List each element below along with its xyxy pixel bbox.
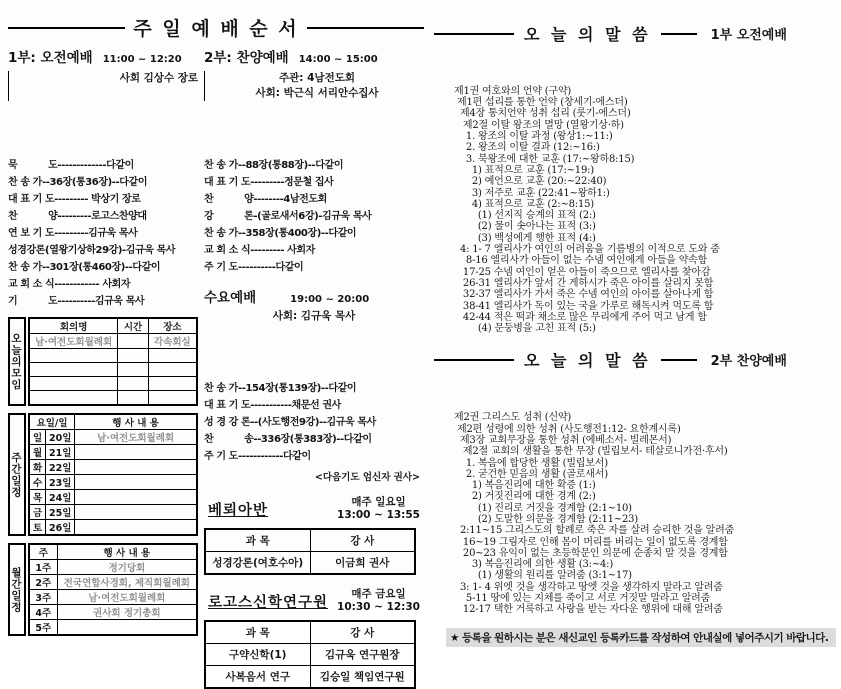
service1-name: 1부: 오전예배: [8, 50, 93, 66]
table-row: [29, 520, 197, 536]
outline-line: 제3장 교회무장을 통한 성취 (에베소서- 빌레몬서): [454, 434, 672, 446]
table-cell: [118, 391, 149, 406]
order-item-line: 기 도----------김규욱 목사: [8, 296, 145, 307]
outline-line: 1) 표적으로 교훈 (17:~19:): [454, 164, 595, 176]
today-meetings-grid: [28, 317, 198, 406]
order-item-line: 찬 송 가--301장(통460장)--다같이: [8, 262, 161, 273]
outline-line: 42-44 적은 떡과 채소로 많은 무리에게 주어 먹고 남게 함: [454, 311, 707, 323]
table-row: [29, 445, 197, 460]
header-rule-left: [434, 359, 514, 361]
column-header: 시간: [118, 318, 149, 334]
table-row: [29, 460, 197, 475]
outline-line: 3. 북왕조에 대한 교훈 (17:~왕하8:15): [454, 153, 635, 165]
order-item-line: 연 보 기 도---------김규욱 목사: [8, 228, 138, 239]
header-rule-right: [307, 27, 424, 29]
wednesday-time: 19:00 ~ 20:00: [290, 294, 370, 305]
column-header: 강 사: [310, 621, 415, 644]
wednesday-presider: 사회: 김규욱 목사: [272, 310, 356, 322]
outline-line: 제2편 성령에 의한 성취 (사도행전1:12- 요한계시록): [454, 423, 681, 435]
service2-host: 주관: 4남전도회: [278, 72, 356, 84]
table-cell: 정기당회: [57, 560, 197, 575]
table-cell: [75, 460, 197, 475]
table-cell: 남·여전도회월례회: [75, 430, 197, 445]
service2-name: 2부: 찬양예배: [204, 50, 289, 66]
column-header: 주: [29, 544, 57, 560]
outline-line: 2. 왕조의 이탈 결과 (12:~16:): [454, 142, 600, 154]
table-cell: 김규욱 연구원장: [310, 644, 415, 666]
table-header-row: [205, 529, 415, 552]
berea-class-heading: [204, 496, 424, 522]
table-cell: [148, 349, 197, 363]
order-item-line: 대 표 기 도-----------채문선 권사: [204, 400, 341, 411]
table-cell: 2주: [29, 575, 57, 590]
service2-time: 14:00 ~ 15:00: [298, 54, 378, 65]
column-header: 과 목: [205, 529, 310, 552]
divider-bar: [8, 71, 9, 101]
table-cell: [57, 620, 197, 636]
table-cell: [118, 349, 149, 363]
service1-presider-block: [8, 71, 198, 101]
table-cell: 성경강론(여호수아): [205, 552, 310, 575]
order-item-line: 주 기 도----------다같이: [204, 262, 304, 273]
column-header: 장소: [148, 318, 197, 334]
talk2-title: 오 늘 의 말 씀: [524, 351, 651, 371]
outline-line: 3) 복음진리에 의한 생활 (3:~4:): [454, 559, 614, 571]
service1-heading: [8, 46, 198, 66]
outline-line: 32-37 엘리사가 가서 죽은 수넴 여인의 아이를 살아나게 함: [454, 289, 714, 301]
talk2-header: [434, 348, 836, 371]
table-cell: 23일: [46, 475, 75, 490]
order-item-line: 주 기 도------------다같이: [204, 451, 311, 462]
table-header-row: [29, 318, 197, 334]
outline-line: 2) 예언으로 교훈 (20:~22:40): [454, 176, 607, 188]
column-header: 행 사 내 용: [75, 414, 197, 430]
table-cell: 금: [29, 505, 46, 520]
logos-institute-schedule: 매주 금요일: [351, 588, 406, 600]
table-cell: 이금희 권사: [310, 552, 415, 575]
page-todays-word: [434, 14, 836, 647]
outline-line: 20~23 유익이 없는 초등학문인 의문에 순종치 말 것을 경계함: [454, 547, 728, 559]
outline-line: 5-11 땅에 있는 지체를 죽이고 서로 거짓말 말라고 알려줌: [454, 593, 711, 605]
order-item-line: 교 회 소 식--------- 사회자: [204, 245, 315, 256]
outline-line: (2) 도말한 의문을 경계함 (2:11~23): [454, 513, 639, 525]
order-item-line: 찬 송 가--154장(통139장)--다같이: [204, 383, 357, 394]
table-cell: 김승일 책임연구원: [310, 666, 415, 689]
outline-line: 4: 1- 7 엘리사가 여인의 어려움을 기름병의 이적으로 도와 줌: [454, 244, 720, 256]
outline-line: 3) 저주로 교훈 (22:41~왕하1:): [454, 187, 610, 199]
outline-line: 1. 복음에 합당한 생활 (빌립보서): [454, 457, 608, 469]
column-header: 회의명: [29, 318, 118, 334]
table-cell: 5주: [29, 620, 57, 636]
talk1-outline: [454, 52, 836, 334]
header-rule-left: [8, 27, 125, 29]
table-row: [29, 334, 197, 349]
order-item-line: 교 회 소 식------------ 사회자: [8, 279, 131, 290]
table-cell: [75, 490, 197, 505]
first-service-column: [8, 43, 198, 689]
table-cell: [148, 377, 197, 391]
table-row: [205, 552, 415, 575]
table-cell: [148, 363, 197, 377]
service2-order-list: [204, 106, 424, 276]
table-cell: 권사회 정기총회: [57, 605, 197, 620]
table-row: [29, 560, 197, 575]
table-row: [29, 575, 197, 590]
logos-institute-time: 10:30 ~ 12:30: [337, 601, 420, 613]
table-cell: [29, 377, 118, 391]
outline-line: 제1편 섭리를 통한 언약 (창세기-에스더): [454, 97, 628, 109]
table-cell: [118, 334, 149, 349]
table-cell: 25일: [46, 505, 75, 520]
table-cell: 전국연합사경회, 제직회월례회: [57, 575, 197, 590]
table-row: [29, 605, 197, 620]
table-cell: 월: [29, 445, 46, 460]
outline-line: 1) 복음진리에 대한 확증 (1:): [454, 480, 596, 492]
table-row: [205, 666, 415, 689]
outline-line: 8-16 엘리사가 아들이 없는 수넴 여인에게 아들을 약속함: [454, 255, 708, 267]
table-row: [29, 349, 197, 363]
table-cell: 21일: [46, 445, 75, 460]
page-worship-order: [8, 14, 424, 689]
header-rule-right: [661, 33, 697, 35]
berea-class-title: 베뢰아반: [208, 502, 269, 519]
month-schedule-grid: [28, 543, 198, 636]
table-cell: [75, 445, 197, 460]
table-header-row: [205, 621, 415, 644]
table-cell: 1주: [29, 560, 57, 575]
table-cell: 각속회실: [148, 334, 197, 349]
table-row: [205, 644, 415, 666]
outline-line: 17-25 수넴 여인이 얻은 아들이 죽으므로 엘리사를 찾아감: [454, 266, 711, 278]
header-rule-left: [434, 33, 514, 35]
outline-line: (4) 문둥병을 고친 표적 (5:): [454, 323, 596, 335]
column-header: 강 사: [310, 529, 415, 552]
order-item-line: 찬 송--336장(통383장)--다같이: [204, 434, 372, 445]
logos-institute-title: 로고스신학연구원: [208, 594, 329, 611]
outline-line: 38-41 엘리사가 독이 있는 국을 가루로 해독시켜 먹도록 함: [454, 300, 714, 312]
table-cell: [118, 363, 149, 377]
table-row: [29, 377, 197, 391]
berea-class-table: [204, 528, 416, 575]
logos-institute-heading: [204, 588, 424, 614]
table-row: [29, 620, 197, 636]
order-item-line: 찬 양---------로고스찬양대: [8, 211, 147, 222]
table-row: [29, 363, 197, 377]
table-cell: 3주: [29, 590, 57, 605]
table-cell: 22일: [46, 460, 75, 475]
table-cell: 24일: [46, 490, 75, 505]
logos-institute-table: [204, 620, 416, 689]
talk1-service-label: 1부 오전예배: [710, 28, 787, 43]
month-schedule-side-label: 월간일정: [8, 543, 26, 636]
outline-line: 4) 표적으로 교훈 (2:~8:15): [454, 198, 595, 210]
table-cell: [75, 505, 197, 520]
today-meetings-table: [8, 317, 198, 406]
outline-line: 3: 1- 4 위엣 것을 생각하고 땅엣 것을 생각하지 말라고 알려줌: [454, 581, 723, 593]
table-cell: 목: [29, 490, 46, 505]
outline-line: 제2절 교회의 생활을 통한 무장 (빌립보서- 테살로니가전·후서): [454, 446, 728, 458]
order-item-line: 대 표 기 도--------- 박상기 장로: [8, 194, 141, 205]
order-item-line: 찬 송 가--36장(통36장)--다같이: [8, 177, 148, 188]
table-row: [29, 430, 197, 445]
table-header-row: [29, 544, 197, 560]
table-row: [29, 505, 197, 520]
column-header: 요일/일: [29, 414, 75, 430]
table-cell: 남·여전도회월례회: [57, 590, 197, 605]
order-item-line: 묵 도-------------다같이: [8, 160, 134, 171]
outline-line: 16~19 그림자로 인해 몸이 머리를 버리는 일이 없도록 경계함: [454, 536, 728, 548]
month-schedule-table: [8, 543, 198, 636]
outline-line: 제1권 여호와의 언약 (구약): [454, 85, 572, 97]
second-service-column: [204, 43, 424, 689]
outline-line: 제4장 통치언약 성취 섭리 (룻기-에스더): [454, 108, 631, 120]
week-schedule-grid: [28, 413, 198, 536]
today-meetings-side-label: 오늘의모임: [8, 317, 26, 406]
service1-time: 11:00 ~ 12:20: [102, 54, 182, 65]
header-rule-right: [661, 359, 697, 361]
order-item-line: 찬 송 가--358장(통400장)--다같이: [204, 228, 357, 239]
table-cell: [75, 475, 197, 490]
table-cell: 20일: [46, 430, 75, 445]
order-item-line: 찬 양--------4남전도회: [204, 194, 327, 205]
outline-line: (3) 백성에게 행한 표적 (4:): [454, 232, 596, 244]
table-cell: 화: [29, 460, 46, 475]
talk1-title: 오 늘 의 말 씀: [524, 25, 651, 44]
table-header-row: [29, 414, 197, 430]
table-cell: [75, 520, 197, 536]
table-row: [29, 391, 197, 406]
order-item-line: 대 표 기 도---------정문철 집사: [204, 177, 334, 188]
service2-presider-block: [204, 71, 424, 101]
table-cell: [29, 349, 118, 363]
outline-line: 2. 굳건한 믿음의 생활 (골로새서): [454, 468, 608, 480]
week-schedule-table: [8, 413, 198, 536]
berea-class-time: 13:00 ~ 13:55: [337, 509, 420, 521]
wednesday-heading: [204, 286, 424, 306]
outline-line: 1. 왕조의 이탈 과정 (왕상1:~11:): [454, 131, 613, 143]
table-row: [29, 475, 197, 490]
wednesday-order-list: [204, 329, 424, 465]
column-header: 행 사 내 용: [57, 544, 197, 560]
table-row: [29, 590, 197, 605]
table-cell: [118, 377, 149, 391]
registration-footer-note: ★ 등록을 원하시는 분은 새신교인 등록카드를 작성하여 안내실에 넣어주시기 바랍니다.: [446, 628, 836, 647]
table-cell: [148, 391, 197, 406]
outline-line: (2) 물이 솟아나는 표적 (3:): [454, 221, 596, 233]
worship-order-header: [8, 14, 424, 41]
talk2-service-label: 2부 찬양예배: [710, 354, 787, 370]
service1-presider: 사회 김상수 장로: [119, 72, 198, 84]
table-cell: 26일: [46, 520, 75, 536]
table-cell: 일: [29, 430, 46, 445]
outline-line: 12-17 택한 거룩하고 사랑을 받는 자다운 행위에 대해 알려줌: [454, 604, 723, 616]
order-item-line: 성 경 강 론--(사도행전9강)--김규욱 목사: [204, 417, 376, 428]
divider-bar: [204, 71, 205, 101]
page-title: 주 일 예 배 순 서: [133, 18, 299, 40]
outline-line: 2:11~15 그리스도의 할례로 죽은 자를 살려 승리한 것을 알려줌: [454, 525, 735, 537]
table-cell: 4주: [29, 605, 57, 620]
table-cell: [29, 363, 118, 377]
wednesday-name: 수요예배: [204, 290, 257, 306]
table-cell: [29, 391, 118, 406]
talk2-outline: [454, 378, 836, 615]
table-cell: 수: [29, 475, 46, 490]
next-prayer-note: <다음기도 엄신자 권사>: [314, 472, 420, 483]
order-item-line: 성경강론(열왕기상하29강)-김규욱 목사: [8, 245, 176, 256]
berea-class-schedule: 매주 일요일: [351, 496, 406, 508]
outline-line: 제2권 그리스도 성취 (신약): [454, 412, 572, 424]
table-row: [29, 490, 197, 505]
week-schedule-side-label: 주간일정: [8, 413, 26, 536]
order-item-line: 찬 송 가--88장(통88장)--다같이: [204, 160, 344, 171]
outline-line: 2) 거짓진리에 대한 경계 (2:): [454, 491, 596, 503]
outline-line: (1) 진리로 거짓을 경계함 (2:1~10): [454, 502, 632, 514]
outline-line: 제2절 이탈 왕조의 멸망 (열왕기상·하): [454, 119, 624, 131]
column-header: 과 목: [205, 621, 310, 644]
outline-line: (1) 선지직 승계의 표적 (2:): [454, 210, 596, 222]
order-item-line: 강 론-(골로새서6강)-김규욱 목사: [204, 211, 372, 222]
outline-line: 26-31 엘리사가 앞서 간 게하시가 죽은 아이를 살리지 못함: [454, 277, 714, 289]
table-cell: 사복음서 연구: [205, 666, 310, 689]
outline-line: (1) 생활의 원리를 알려줌 (3:1~17): [454, 570, 632, 582]
table-cell: 남·여전도회월례회: [29, 334, 118, 349]
talk1-header: [434, 22, 836, 45]
service2-presider: 사회: 박근식 서리안수집사: [255, 87, 379, 99]
service2-heading: [204, 46, 424, 66]
table-cell: 구약신학(1): [205, 644, 310, 666]
service1-order-list: [8, 106, 198, 310]
table-cell: 토: [29, 520, 46, 536]
